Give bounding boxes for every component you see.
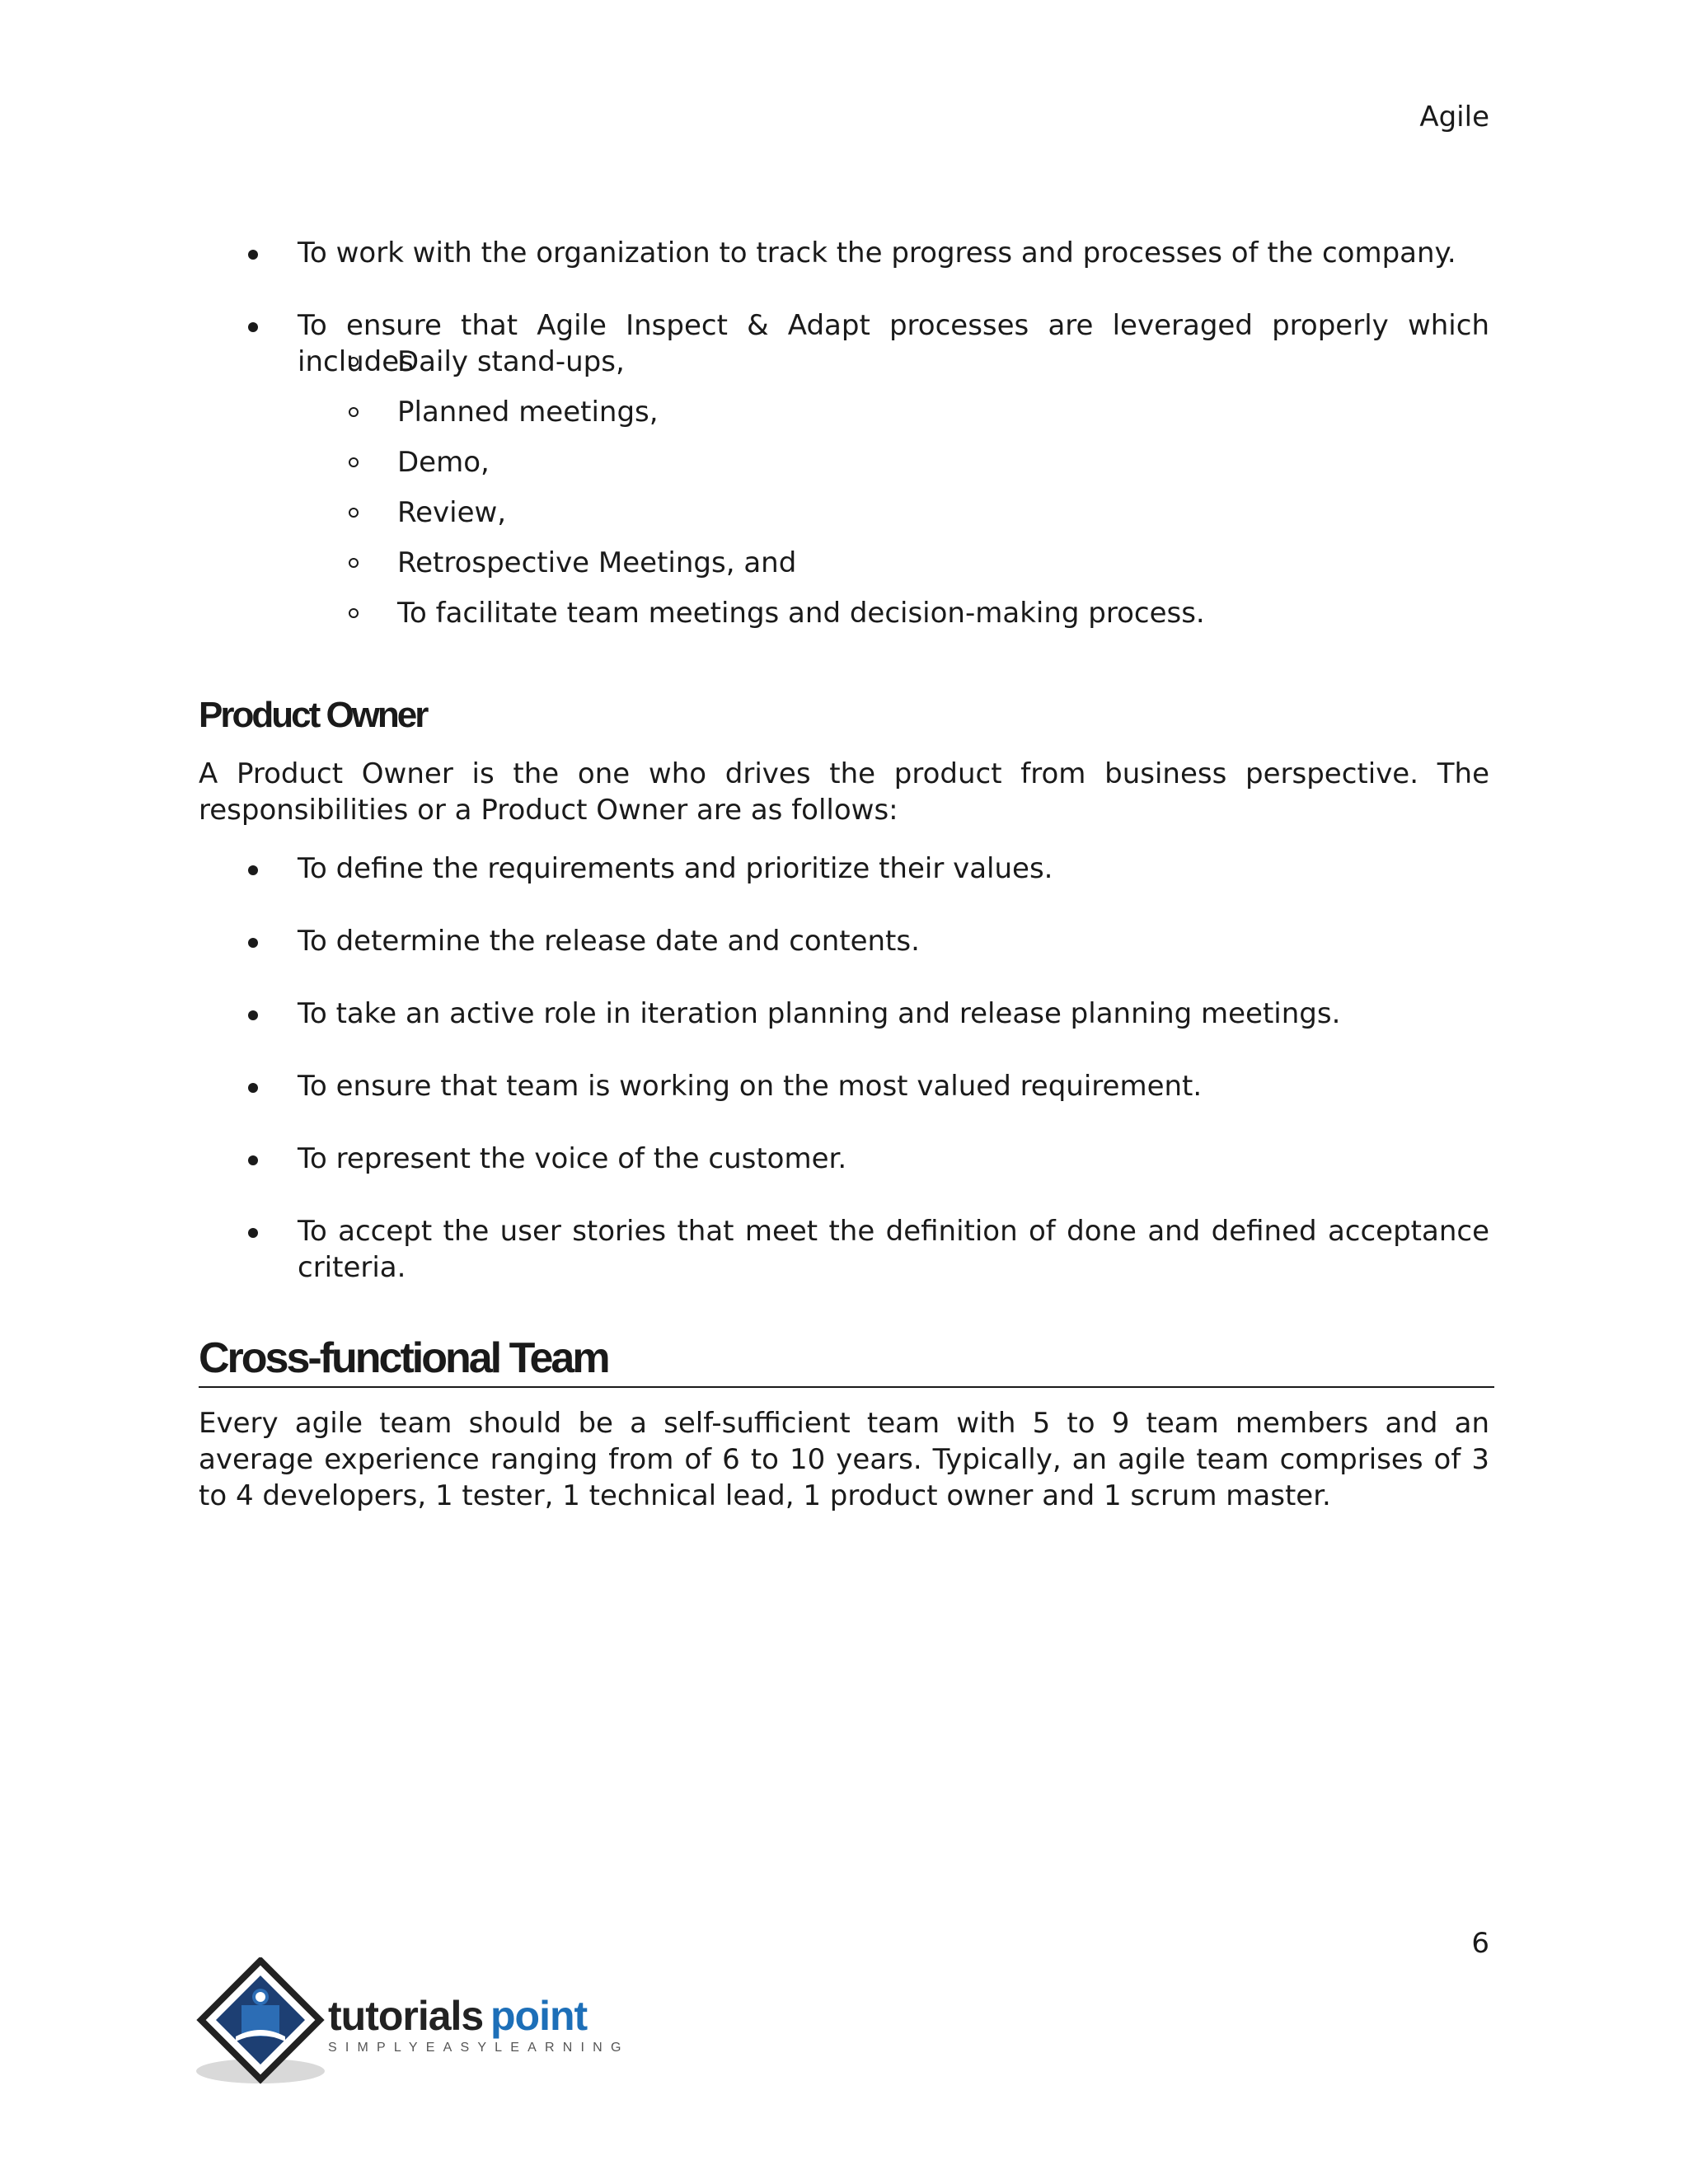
list-item-text: To ensure that team is working on the most valued requirement. (298, 1070, 1203, 1103)
list-item (199, 996, 1489, 1032)
cross-functional-team-heading: Cross-functional Team (199, 1333, 1494, 1388)
tutorialspoint-logo (196, 1957, 633, 2089)
list-item (199, 923, 1489, 959)
running-header-title: Agile (1419, 101, 1489, 134)
list-item (199, 235, 1489, 271)
product-owner-list (199, 851, 1489, 1286)
sub-list-item (199, 394, 1489, 444)
bullet-icon (248, 1010, 258, 1020)
sub-list-item-text: Demo, (397, 446, 490, 479)
circle-bullet-icon (349, 508, 359, 518)
sub-list-item (199, 344, 1489, 394)
bullet-icon (248, 938, 258, 948)
circle-bullet-icon (349, 457, 359, 467)
product-owner-intro: A Product Owner is the one who drives the product from business perspective. The responsibilities or a Product Owner are as follows: (199, 757, 1489, 827)
cross-functional-team-body: Every agile team should be a self-sufficient team with 5 to 9 team members and an average experience ranging from of 6 to 10 years. Typically, an agile team comprises of 3 to 4 developers, 1 tester, 1 technical lead, 1 product owner and 1 scrum master. (199, 1407, 1489, 1512)
sub-list-item-text: Daily stand-ups, (397, 345, 625, 378)
list-item-text: To determine the release date and contents. (298, 925, 920, 958)
top-bullet-list (199, 235, 1489, 271)
sub-list-item-text: To facilitate team meetings and decision-making process. (397, 597, 1205, 630)
list-item (199, 1141, 1489, 1177)
page-number: 6 (1471, 1927, 1489, 1960)
sub-list-item-text: Planned meetings, (397, 396, 659, 429)
bullet-icon (248, 1228, 258, 1238)
circle-bullet-icon (349, 357, 359, 367)
circle-bullet-icon (349, 608, 359, 618)
bullet-icon (248, 250, 258, 260)
list-item-text: To represent the voice of the customer. (298, 1142, 847, 1175)
logo-word-blue: point (490, 1993, 588, 2039)
list-item-text: To take an active role in iteration planning and release planning meetings. (298, 997, 1341, 1030)
sub-list-item-text: Retrospective Meetings, and (397, 546, 797, 579)
circle-bullet-icon (349, 558, 359, 568)
circle-bullet-icon (349, 407, 359, 417)
list-item-text: To ensure that Agile Inspect & Adapt processes are leveraged properly which includes (298, 309, 1489, 378)
product-owner-heading: Product Owner (199, 695, 427, 735)
sub-list-item (199, 494, 1489, 545)
list-item-text: To accept the user stories that meet the definition of done and defined acceptance criteria. (298, 1215, 1489, 1284)
bullet-icon (248, 865, 258, 875)
bullet-icon (248, 1083, 258, 1093)
sub-list (199, 344, 1489, 645)
list-item (199, 1068, 1489, 1104)
bullet-icon (248, 322, 258, 332)
list-item (199, 1213, 1489, 1286)
sub-list-item (199, 595, 1489, 645)
logo-word-dark: tutorials (328, 1993, 484, 2039)
list-item-text: To define the requirements and prioritize their values. (298, 852, 1053, 885)
tutorialspoint-logo-icon (196, 1957, 633, 2089)
sub-list-item (199, 545, 1489, 595)
logo-tagline: SIMPLYEASYLEARNING (328, 2041, 630, 2055)
sub-list-item-text: Review, (397, 496, 507, 529)
bullet-icon (248, 1155, 258, 1165)
list-item (199, 851, 1489, 887)
sub-list-item (199, 444, 1489, 494)
list-item-text: To work with the organization to track the progress and processes of the company. (298, 237, 1456, 269)
